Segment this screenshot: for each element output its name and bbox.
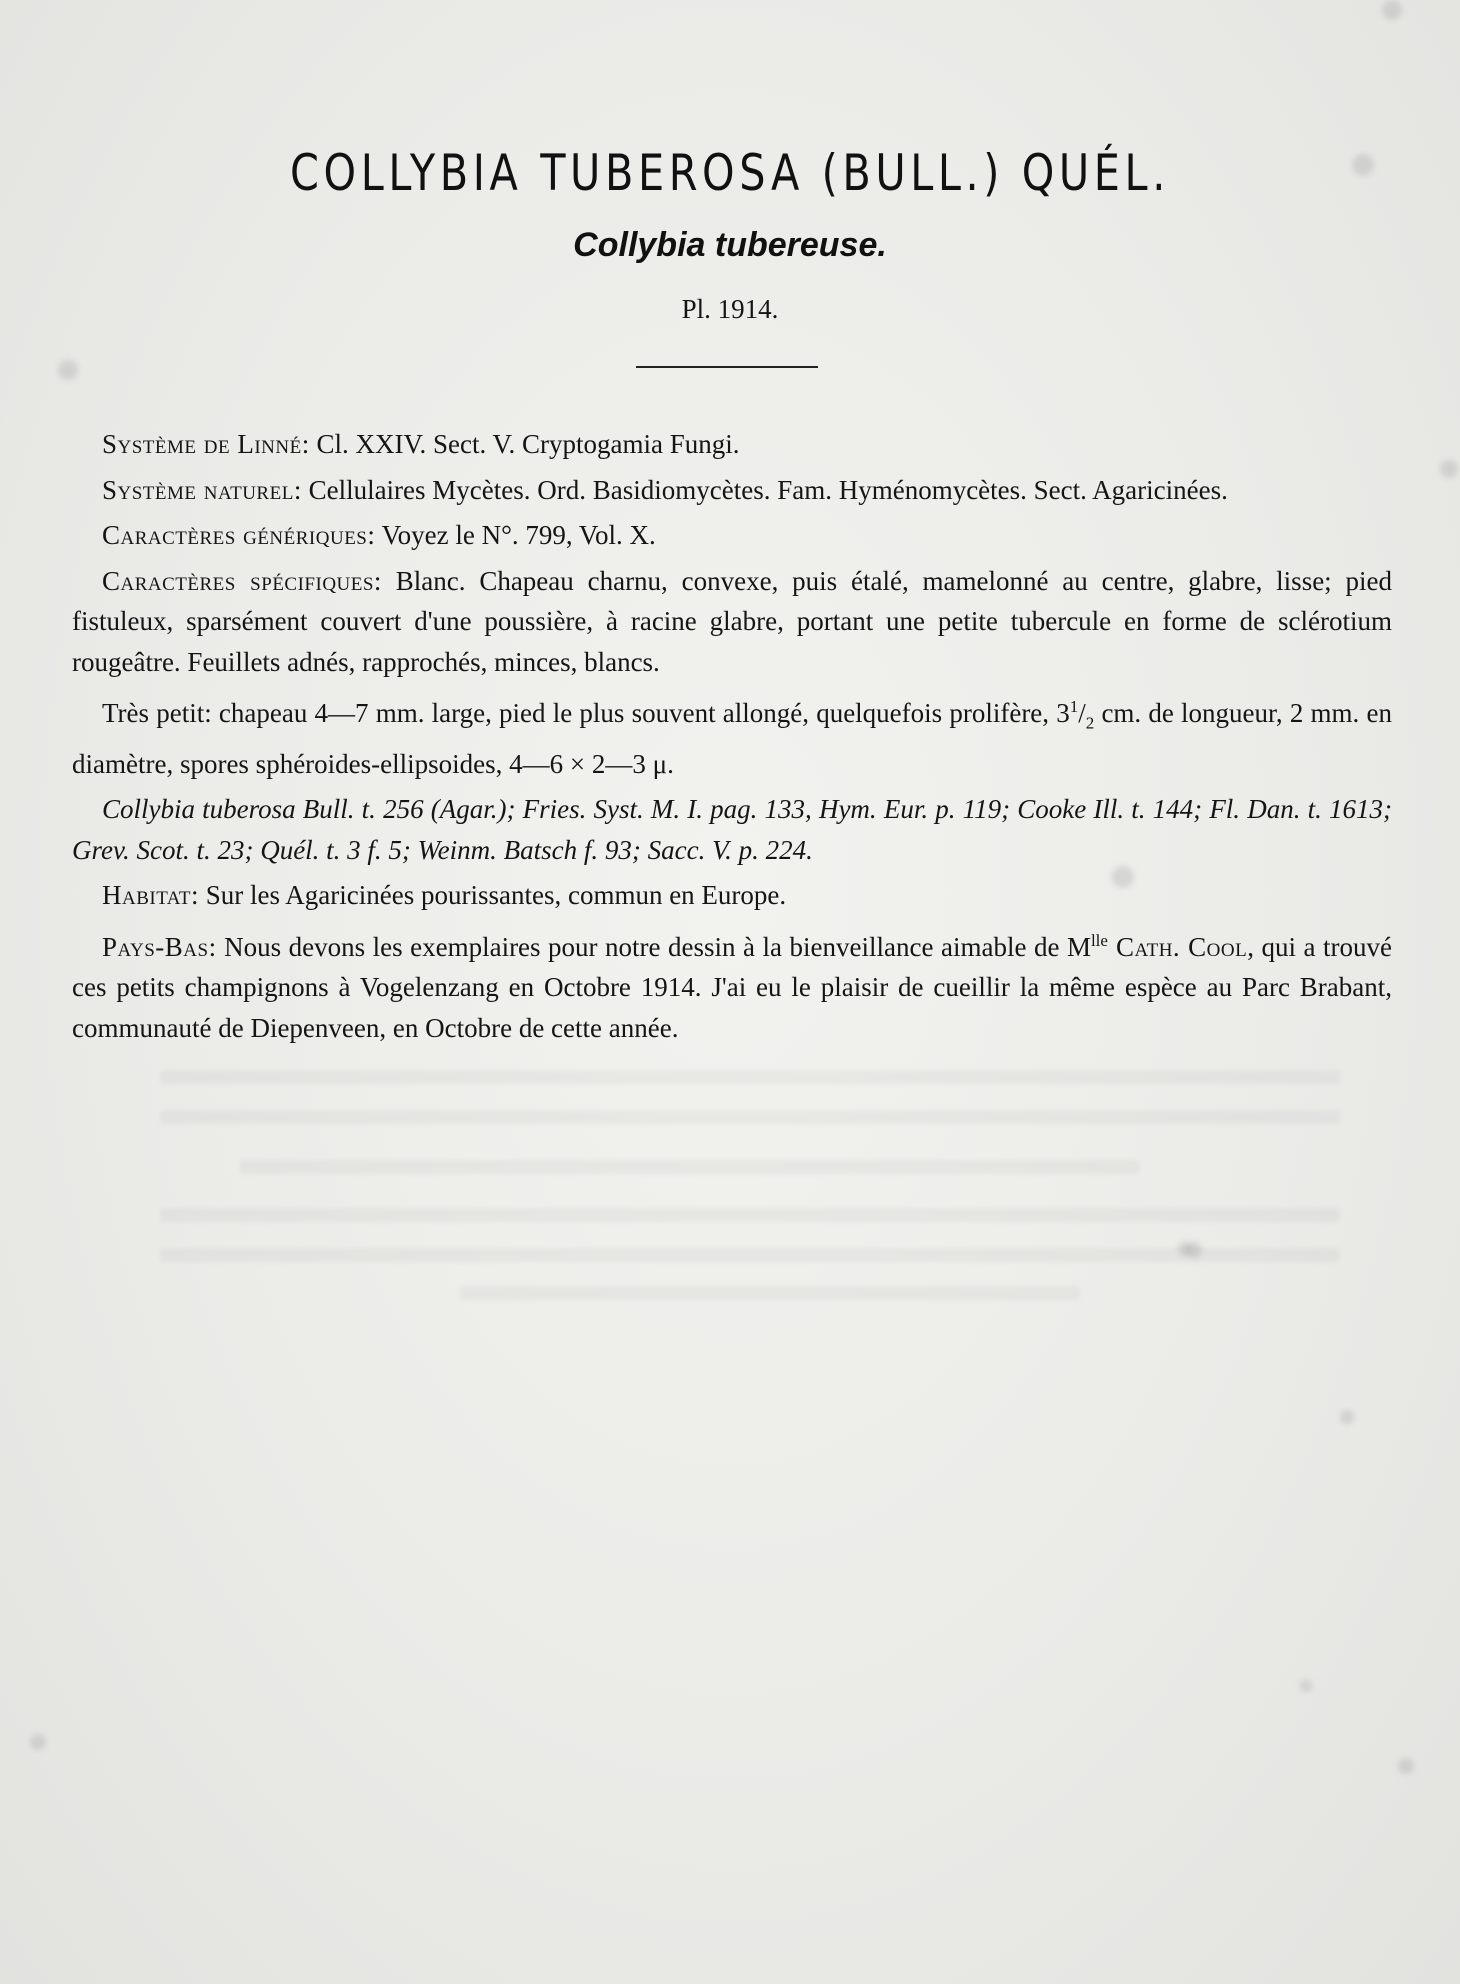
- bleed-through-line: [460, 1286, 1080, 1300]
- paper-speck: [1440, 460, 1458, 478]
- fraction-denominator: 2: [1085, 713, 1095, 733]
- bleed-through-line: [160, 1208, 1340, 1222]
- entry-label: Caractères spécifiques:: [102, 565, 382, 596]
- entry-text: Cellulaires Mycètes. Ord. Basidiomycètes. Fam. Hyménomycètes. Sect. Agaricinées.: [301, 474, 1228, 505]
- entry-text: Collybia tuberosa Bull. t. 256 (Agar.); Fries. Syst. M. I. pag. 133, Hym. Eur. p. 119; Cooke Ill. t. 144; Fl. Dan. t. 1613; Grev. Scot. t. 23; Quél. t. 3 f. 5; Weinm. Batsch f. 93; Sacc. V. p. 224.: [72, 794, 1392, 865]
- entry-caracteres-specifiques: [72, 561, 1392, 683]
- bleed-through-line: [240, 1160, 1140, 1174]
- entry-text: Cl. XXIV. Sect. V. Cryptogamia Fungi.: [309, 429, 740, 459]
- entry-text: Nous devons les exemplaires pour notre dessin à la bienveillance aimable de M: [216, 931, 1091, 962]
- bleed-through-line: [160, 1248, 1340, 1262]
- entry-text: Blanc. Chapeau charnu, convexe, puis étalé, mamelonné au centre, glabre, lisse; pied fistuleux, sparsément couvert d'une poussière, à racine glabre, portant une petite tubercule en forme de sclérotium rougeâtre. Feuillets adnés, rapprochés, minces, blancs.: [72, 565, 1392, 677]
- entry-label: Caractères génériques:: [102, 520, 376, 550]
- bleed-through-line: [160, 1110, 1340, 1124]
- entry-label: Pays-Bas:: [102, 931, 217, 962]
- entry-label: Habitat:: [102, 880, 200, 911]
- entry-references: [72, 789, 1392, 870]
- entry-pays-bas: [72, 921, 1392, 1049]
- entry-habitat: [72, 875, 1392, 916]
- entry-text: , qui a trouvé ces petits champignons à Vogelenzang en Octobre 1914. J'ai eu le plaisir de cueillir la même espèce au Parc Brabant, communauté de Diepenveen, en Octobre de cette année.: [72, 931, 1392, 1043]
- title-divider: [636, 366, 818, 368]
- entry-systeme-naturel: [72, 470, 1392, 511]
- entry-text: Voyez le N°. 799, Vol. X.: [375, 520, 656, 550]
- entry-text: Très petit: chapeau 4—7 mm. large, pied le plus souvent allongé, quelquefois prolifère, 3: [102, 698, 1070, 728]
- entry-label: Système naturel:: [102, 474, 302, 505]
- entry-text: Sur les Agaricinées pourissantes, commun en Europe.: [199, 880, 787, 911]
- paper-speck: [1300, 1680, 1312, 1692]
- paper-speck: [1398, 1758, 1414, 1774]
- paper-speck: [58, 360, 78, 380]
- paper-speck: [1382, 0, 1402, 20]
- bleed-through-line: [160, 1070, 1340, 1084]
- paper-speck: [1340, 1410, 1354, 1424]
- paper-speck: [30, 1734, 46, 1750]
- entry-label: Système de Linné:: [102, 429, 310, 459]
- plate-number: Pl. 1914.: [681, 294, 779, 324]
- entry-dimensions: Très petit: chapeau 4—7 mm. large, pied le plus souvent allongé, quelquefois prolifère, $3^1/_2$ cm. de longueur, 2 mm. en diamètre, spores sphéroides-ellipsoides, 4—6 × 2—3 μ.: [72, 697, 1392, 779]
- page-title: COLLYBIA TUBEROSA (BULL.) QUÉL.: [290, 144, 1170, 202]
- entry-text: cm. de longueur, 2 mm. en diamètre, spores sphéroides-ellipsoides, 4—6 × 2—3 μ.: [72, 698, 1392, 779]
- title-superscript: lle: [1090, 930, 1108, 950]
- entry-linne: [72, 424, 1392, 465]
- entry-caracteres-generiques: [72, 515, 1392, 556]
- fraction-numerator: 1: [1069, 697, 1079, 716]
- collector-name: Cath. Cool: [1107, 931, 1248, 962]
- page-subtitle: Collybia tubereuse.: [573, 226, 887, 264]
- description-body: [72, 424, 1392, 1053]
